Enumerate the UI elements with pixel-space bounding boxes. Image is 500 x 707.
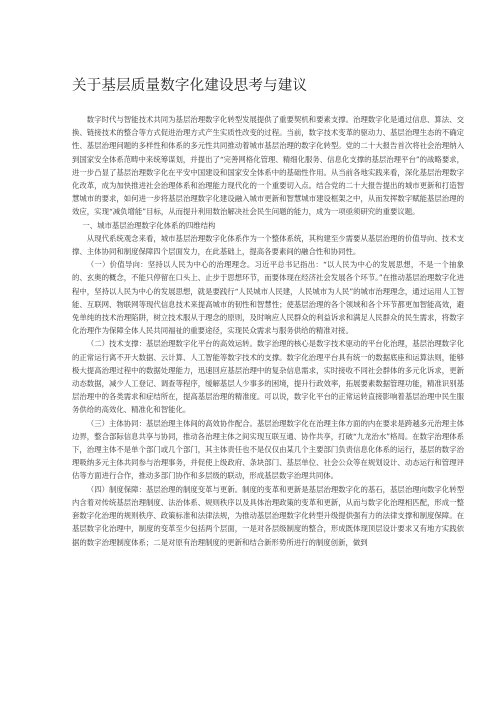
section-heading: 一、城市基层治理数字化体系的四维结构 <box>82 220 216 230</box>
document-body <box>72 113 464 549</box>
document-title: 关于基层质量数字化建设思考与建议 <box>72 78 308 94</box>
body-paragraph: （四）制度保障：基层治理的制度变革与更新。制度的变革和更新是基层治理数字化的基石，基层治理向数字化转型内含着对传统基层治理制度、法治体系、规则秩序以及具体治理政策的变革和更新，从而与数字化治理相匹配，形成一整套数字化治理的规则秩序、政策标准和法律法规，为推动基层治理数字化转型升级提供强有力的法律支撑和制度保障。在基层数字化治理中，制度的变革至少包括两个层面，一是对各层级制度的整合，形成既体现顶层设计要求又有地方实践依据的数字治理制度体系；二是对原有治理制度的更新和结合新形势所进行的制度创新，做到 <box>72 484 464 547</box>
body-paragraph: （三）主体协同：基层治理主体间的高效协作配合。基层治理数字化在治理主体方面的内在要求是跨越多元治理主体边界，整合部际信息共享与协同，推动各治理主体之间实现互联互通、协作共享，打破“九龙治水”格局。在数字治理体系下，治理主体不是单个部门或几个部门，其主体责任也不是仅仅由某几个主要部门负责信息化体系的运行，基层的数字治理吸纳多元主体共同参与治理事务，并促使上级政府、条块部门、基层单位、社会公众等在规划设计、动态运行和管理评估等方面进行合作，推动多部门协作和多层级的联动，形成基层数字治理共同体。 <box>72 418 464 481</box>
body-paragraph: 从现代系统观念来看，城市基层治理数字化体系作为一个整体系统，其构建至少需要从基层治理的价值导向、技术支撑、主体协同和制度保障四个层面发力，在此基础上，提高各要素间的融合性和协同性。 <box>72 233 464 257</box>
body-paragraph: （二）技术支撑：基层治理数字化平台的高效运转。数字治理的核心是数字技术驱动的平台化治理，基层治理数字化的正常运行离不开大数据、云计算、人工智能等数字技术的支撑。数字化治理平台具有统一的数据底座和运算法则，能够极大提高治理过程中的数据处理能力，迅速回应基层治理中的复杂信息需求，实时接收不同社会群体的多元化诉求，更新动态数据，减少人工登记、调查等程序，缓解基层人少事多的困境，提升行政效率，拓展要素数据管理功能，精准识别基层治理中的各类需求和症结所在，提高基层治理的精准度。可以说，数字化平台的正常运转直接影响着基层治理中民生服务供给的高效化、精准化和智能化。 <box>72 339 464 415</box>
intro-paragraph: 数字时代与智能技术共同为基层治理数字化转型发展提供了重要契机和要素支撑。治理数字化是通过信息、算法、交换、链接技术的整合等方式促进治理方式产生实质性改变的过程。当前，数字技术变革的驱动力、基层治理生态的不确定性、基层治理问题的多样性和体系的多元性共同推动着城市基层治理的数字化转型。党的二十大报告首次将社会治理纳入到国家安全体系范畴中来统筹谋划，并提出了“完善网格化管理、精细化服务、信息化支撑的基层治理平台”的战略要求，进一步凸显了基层治理数字化在平安中国建设和国家安全体系中的基础性作用。从当前各地实践来看，深化基层治理数字化改革，成为加快推进社会治理体系和治理能力现代化的一个重要切入点。结合党的二十大报告提出的城市更新和打造智慧城市的要求，如何进一步将基层治理数字化建设融入城市更新和智慧城市建设框架之中，从而发挥数字赋能基层治理的效应，实现“减负增能”目标，从而提升利用数治解决社会民生问题的能力，成为一项亟须研究的重要议题。 <box>72 115 464 217</box>
body-paragraph: （一）价值导向：坚持以人民为中心的治理理念。习近平总书记指出：“以人民为中心的发展思想，不是一个抽象的、玄奥的概念，不能只停留在口头上、止步于思想环节，而要体现在经济社会发展各个环节。”在推动基层治理数字化进程中，坚持以人民为中心的发展思想，就是要践行“人民城市人民建，人民城市为人民”的城市治理理念，通过运用人工智能、互联网、物联网等现代信息技术来提高城市的韧性和智慧性；使基层治理的各个领域和各个环节都更加智能高效，避免单纯的技术治理陷阱，树立技术服从于理念的原则，及时响应人民群众的利益诉求和满足人民群众的民生需求，将数字化治理作为保障全体人民共同福祉的重要途径，实现民众需求与服务供给的精准对接。 <box>72 260 464 336</box>
